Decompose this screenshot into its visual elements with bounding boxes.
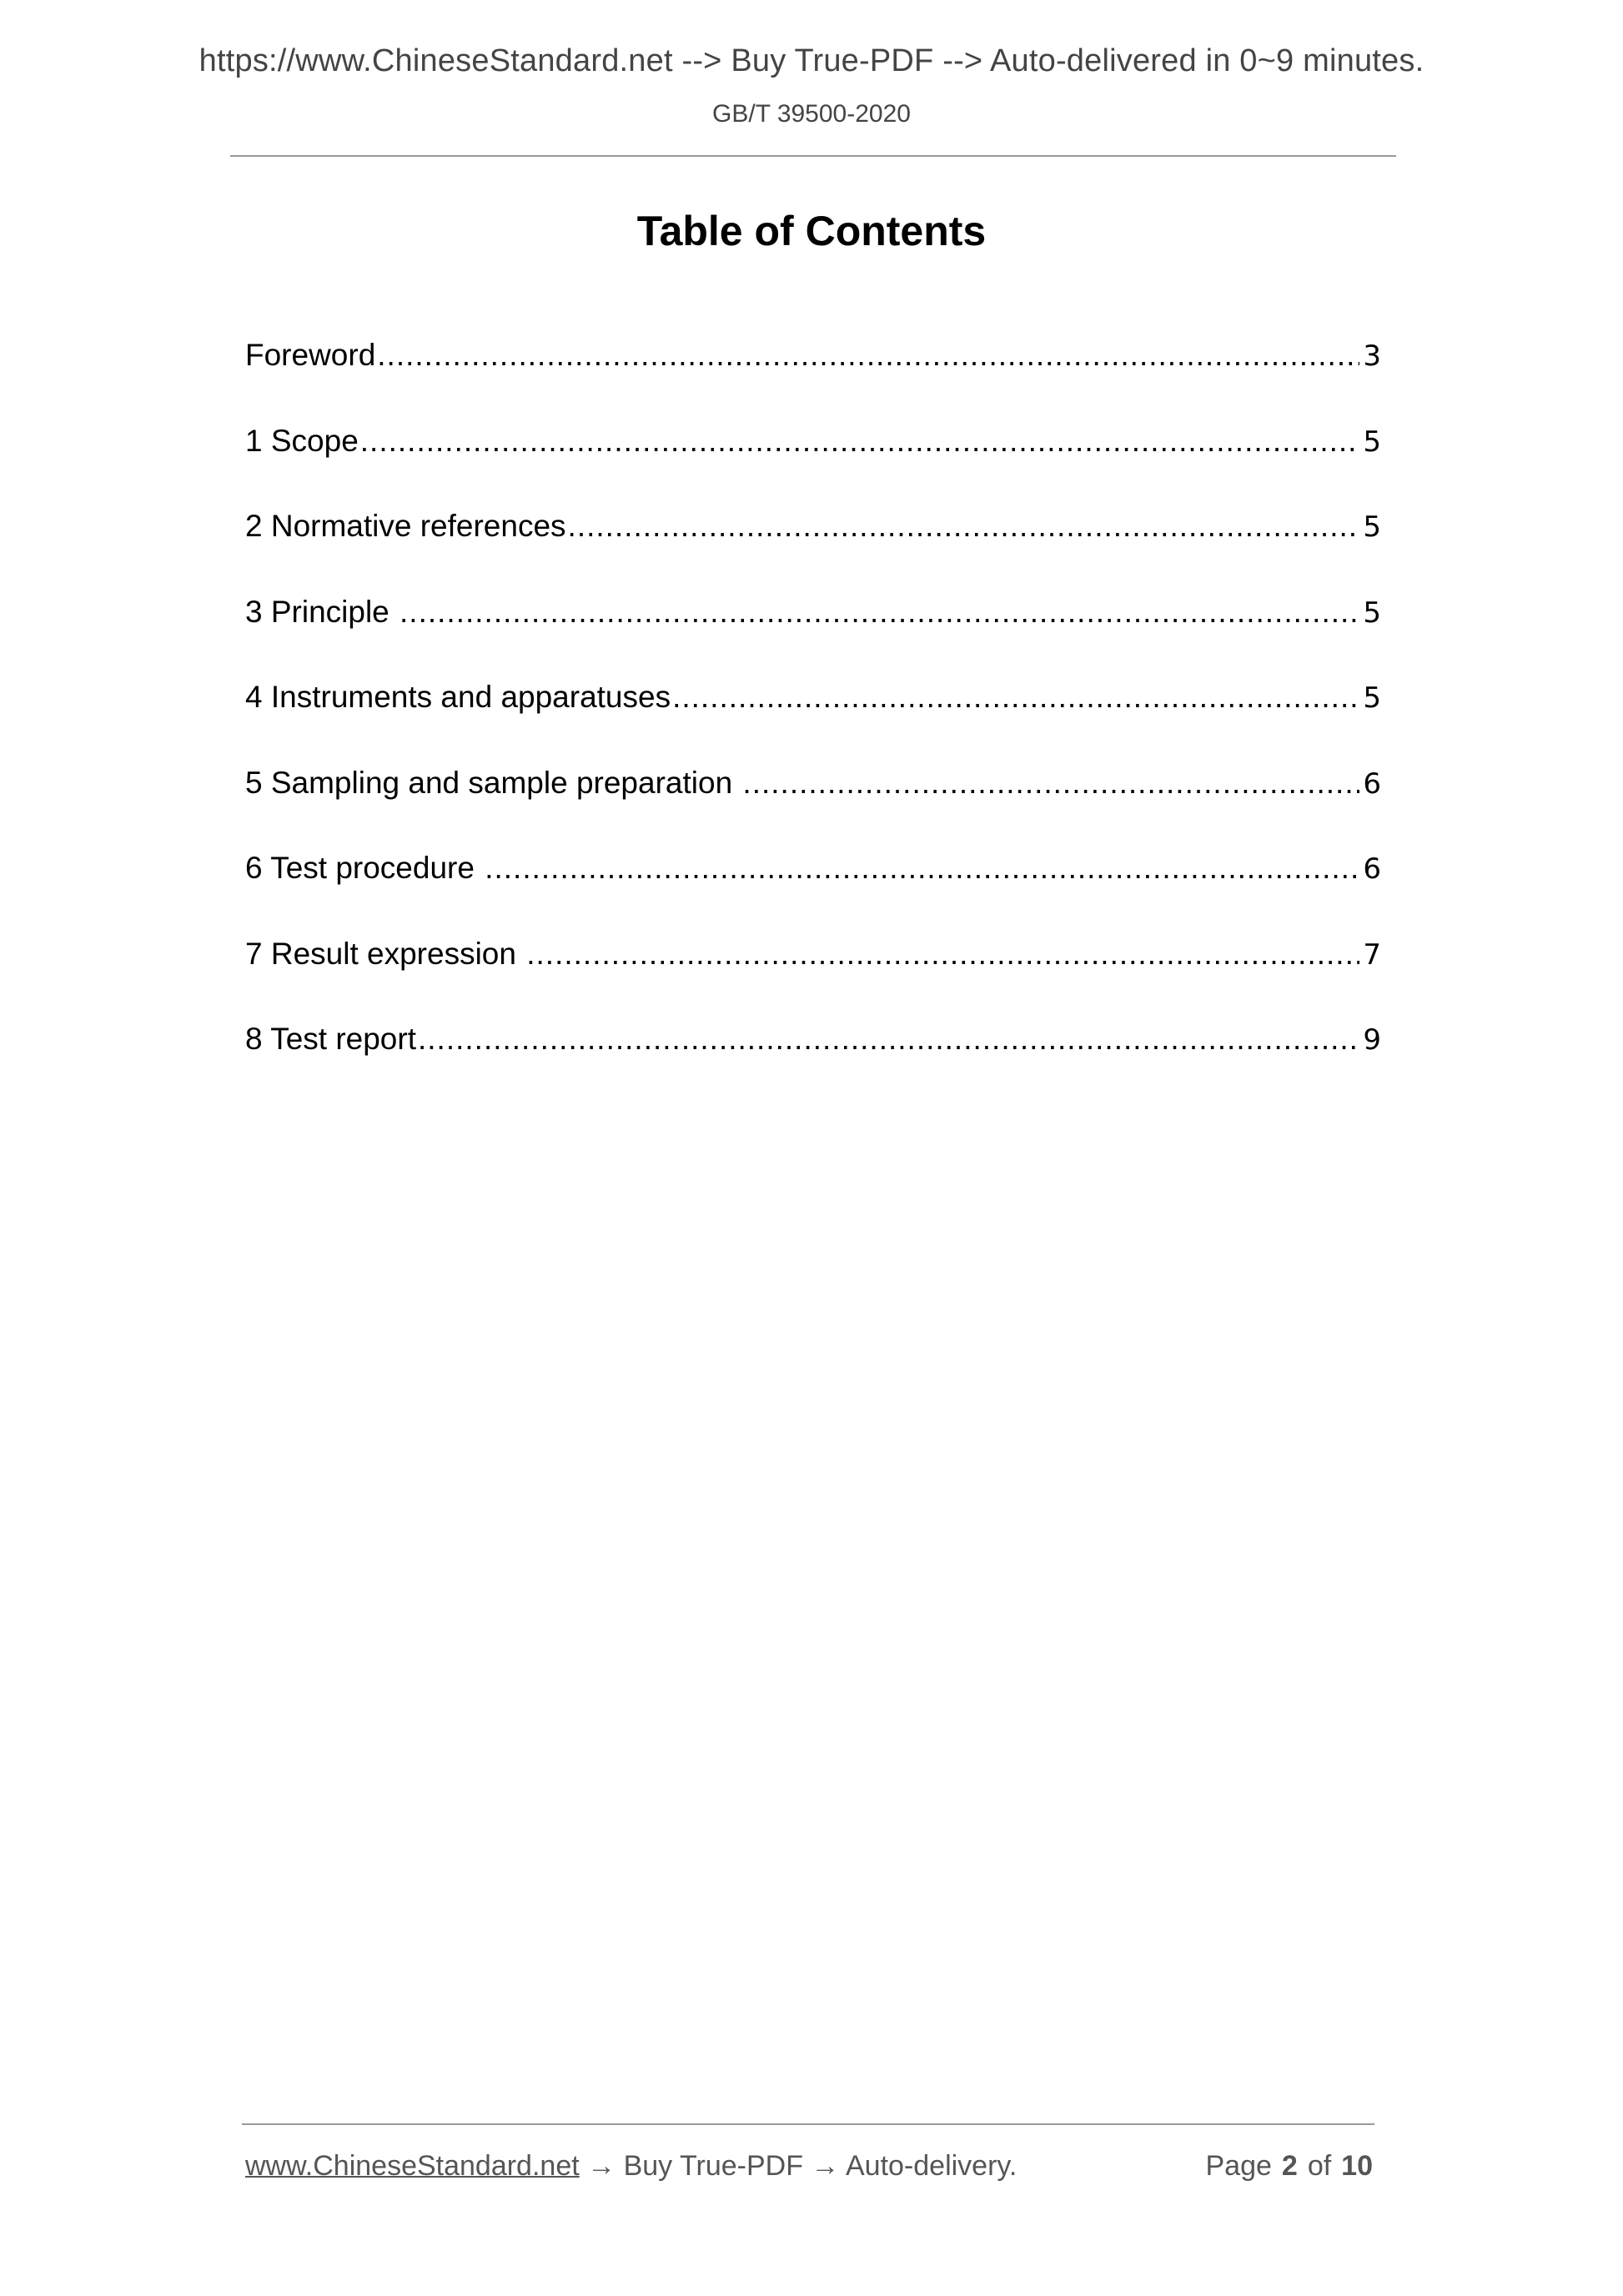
toc-entry-label: 4 Instruments and apparatuses xyxy=(245,680,671,714)
toc-entry-test-procedure[interactable] xyxy=(245,851,1381,937)
toc-entry-page: 5 xyxy=(1363,681,1381,715)
toc-dot-leader xyxy=(485,851,1359,886)
page-label: Page xyxy=(1205,2150,1272,2182)
toc-entry-page: 9 xyxy=(1363,1023,1381,1057)
toc-list xyxy=(245,338,1381,1108)
toc-dot-leader xyxy=(360,424,1360,459)
total-pages-number: 10 xyxy=(1341,2150,1373,2182)
toc-entry-page: 5 xyxy=(1363,425,1381,459)
toc-entry-principle[interactable] xyxy=(245,595,1381,681)
toc-entry-label: 6 Test procedure xyxy=(245,851,484,885)
toc-entry-test-report[interactable] xyxy=(245,1022,1381,1108)
footer-tagline: → Buy True-PDF → Auto-delivery. xyxy=(579,2150,1018,2182)
footer-promo xyxy=(245,2150,1017,2183)
toc-entry-page: 7 xyxy=(1363,937,1381,972)
toc-dot-leader xyxy=(742,766,1359,801)
toc-dot-leader xyxy=(399,595,1359,630)
toc-dot-leader xyxy=(568,509,1360,544)
toc-entry-label: 2 Normative references xyxy=(245,509,566,543)
toc-dot-leader xyxy=(377,338,1359,373)
toc-dot-leader xyxy=(418,1022,1359,1057)
toc-entry-label: 7 Result expression xyxy=(245,936,525,971)
footer-site-link[interactable]: www.ChineseStandard.net xyxy=(245,2150,580,2182)
toc-entry-label: 3 Principle xyxy=(245,594,399,629)
footer-divider xyxy=(242,2123,1374,2125)
toc-entry-page: 3 xyxy=(1363,339,1381,373)
page-title: Table of Contents xyxy=(636,208,987,254)
toc-entry-page: 5 xyxy=(1363,595,1381,630)
toc-entry-page: 5 xyxy=(1363,510,1381,544)
toc-entry-label: 1 Scope xyxy=(245,423,359,458)
header-divider xyxy=(230,155,1396,157)
page-indicator xyxy=(1205,2150,1373,2183)
standard-number: GB/T 39500-2020 xyxy=(712,100,911,128)
header-url-line: https://www.ChineseStandard.net --> Buy True-PDF --> Auto-delivered in 0~9 minutes. xyxy=(198,43,1425,78)
toc-entry-normative-references[interactable] xyxy=(245,509,1381,595)
toc-entry-foreword[interactable] xyxy=(245,338,1381,424)
toc-entry-label: Foreword xyxy=(245,338,376,372)
toc-dot-leader xyxy=(526,937,1359,972)
current-page-number: 2 xyxy=(1281,2150,1298,2182)
toc-dot-leader xyxy=(672,680,1359,715)
toc-entry-page: 6 xyxy=(1363,766,1381,801)
toc-entry-page: 6 xyxy=(1363,852,1381,886)
toc-entry-instruments-and-apparatuses[interactable] xyxy=(245,680,1381,766)
toc-entry-label: 8 Test report xyxy=(245,1022,416,1056)
toc-entry-scope[interactable] xyxy=(245,424,1381,510)
toc-entry-sampling-and-sample-preparation[interactable] xyxy=(245,766,1381,852)
of-label: of xyxy=(1307,2150,1332,2182)
toc-entry-result-expression[interactable] xyxy=(245,937,1381,1022)
page-footer xyxy=(245,2150,1373,2183)
toc-entry-label: 5 Sampling and sample preparation xyxy=(245,765,741,800)
